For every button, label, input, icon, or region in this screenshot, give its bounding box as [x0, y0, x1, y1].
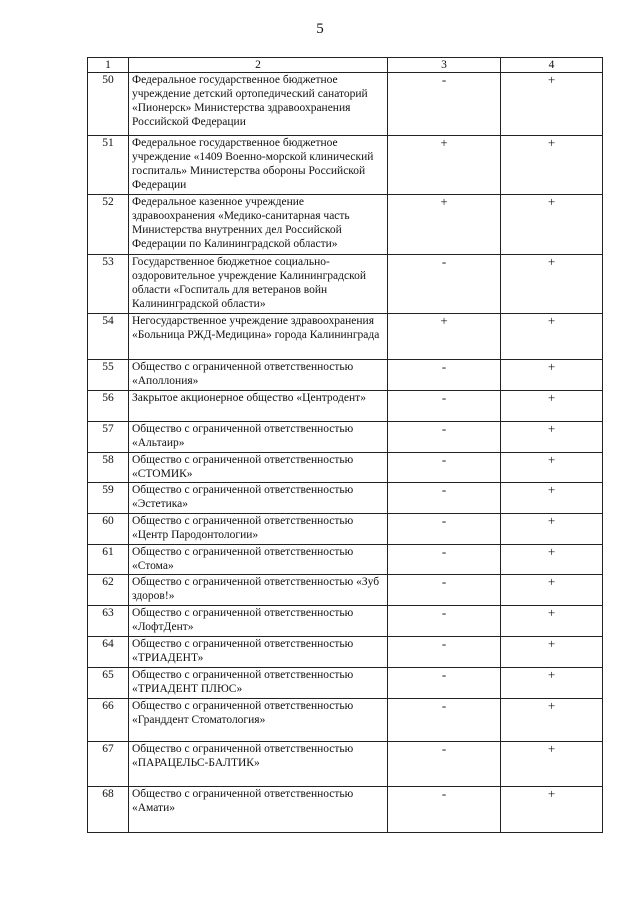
table-row	[88, 545, 603, 575]
table-row	[88, 422, 603, 453]
column-4-mark: +	[501, 514, 603, 545]
row-number: 66	[88, 699, 129, 742]
column-3-mark: -	[388, 699, 501, 742]
table-row	[88, 136, 603, 195]
organization-name: Федеральное государственное бюджетное учреждение детский ортопедический санаторий «Пионерск» Министерства здравоохранения Российской Федерации	[129, 73, 388, 136]
column-header-1: 1	[88, 58, 129, 73]
organization-name: Общество с ограниченной ответственностью «Эстетика»	[129, 483, 388, 514]
row-number: 53	[88, 255, 129, 314]
table-row	[88, 575, 603, 606]
table-row	[88, 73, 603, 136]
row-number: 65	[88, 668, 129, 699]
table-row	[88, 453, 603, 483]
column-3-mark: -	[388, 575, 501, 606]
table-row	[88, 255, 603, 314]
column-4-mark: +	[501, 391, 603, 422]
table-row	[88, 483, 603, 514]
column-4-mark: +	[501, 422, 603, 453]
column-3-mark: -	[388, 391, 501, 422]
table-row	[88, 314, 603, 360]
row-number: 58	[88, 453, 129, 483]
column-3-mark: -	[388, 742, 501, 787]
column-4-mark: +	[501, 637, 603, 668]
column-3-mark: -	[388, 668, 501, 699]
organization-name: Общество с ограниченной ответственностью «ЛофтДент»	[129, 606, 388, 637]
column-4-mark: +	[501, 545, 603, 575]
column-4-mark: +	[501, 742, 603, 787]
organization-name: Общество с ограниченной ответственностью «ТРИАДЕНТ ПЛЮС»	[129, 668, 388, 699]
column-4-mark: +	[501, 483, 603, 514]
organization-name: Общество с ограниченной ответственностью «Гранддент Стоматология»	[129, 699, 388, 742]
table-row	[88, 742, 603, 787]
organization-name: Общество с ограниченной ответственностью «Стома»	[129, 545, 388, 575]
column-4-mark: +	[501, 255, 603, 314]
table-header-row	[88, 58, 603, 73]
page-number: 5	[316, 21, 324, 37]
column-4-mark: +	[501, 360, 603, 391]
column-3-mark: +	[388, 314, 501, 360]
column-4-mark: +	[501, 787, 603, 833]
column-4-mark: +	[501, 699, 603, 742]
column-4-mark: +	[501, 314, 603, 360]
organization-name: Общество с ограниченной ответственностью «ТРИАДЕНТ»	[129, 637, 388, 668]
row-number: 68	[88, 787, 129, 833]
row-number: 54	[88, 314, 129, 360]
table-row	[88, 360, 603, 391]
row-number: 57	[88, 422, 129, 453]
row-number: 50	[88, 73, 129, 136]
table-row	[88, 606, 603, 637]
row-number: 60	[88, 514, 129, 545]
row-number: 59	[88, 483, 129, 514]
column-3-mark: -	[388, 787, 501, 833]
row-number: 62	[88, 575, 129, 606]
organization-name: Общество с ограниченной ответственностью «СТОМИК»	[129, 453, 388, 483]
organization-name: Негосударственное учреждение здравоохранения «Больница РЖД-Медицина» города Калининграда	[129, 314, 388, 360]
table-row	[88, 787, 603, 833]
table-body	[88, 73, 603, 833]
column-4-mark: +	[501, 453, 603, 483]
organization-name: Общество с ограниченной ответственностью «Центр Пародонтологии»	[129, 514, 388, 545]
organization-name: Государственное бюджетное социально-оздоровительное учреждение Калининградской области «Госпиталь для ветеранов войн Калининградской области»	[129, 255, 388, 314]
table-row	[88, 668, 603, 699]
column-3-mark: -	[388, 453, 501, 483]
organization-name: Федеральное государственное бюджетное учреждение «1409 Военно-морской клинический госпиталь» Министерства обороны Российской Федерации	[129, 136, 388, 195]
column-3-mark: -	[388, 483, 501, 514]
table-row	[88, 195, 603, 255]
row-number: 52	[88, 195, 129, 255]
organization-name: Общество с ограниченной ответственностью «ПАРАЦЕЛЬС-БАЛТИК»	[129, 742, 388, 787]
column-3-mark: -	[388, 73, 501, 136]
table-row	[88, 514, 603, 545]
row-number: 56	[88, 391, 129, 422]
column-3-mark: +	[388, 136, 501, 195]
column-3-mark: -	[388, 606, 501, 637]
column-4-mark: +	[501, 668, 603, 699]
column-3-mark: -	[388, 255, 501, 314]
organization-name: Закрытое акционерное общество «Центродент»	[129, 391, 388, 422]
table-row	[88, 391, 603, 422]
row-number: 61	[88, 545, 129, 575]
row-number: 55	[88, 360, 129, 391]
row-number: 51	[88, 136, 129, 195]
organization-name: Общество с ограниченной ответственностью «Зуб здоров!»	[129, 575, 388, 606]
row-number: 63	[88, 606, 129, 637]
organization-name: Общество с ограниченной ответственностью «Амати»	[129, 787, 388, 833]
column-4-mark: +	[501, 73, 603, 136]
registry-table	[87, 57, 603, 833]
column-4-mark: +	[501, 575, 603, 606]
column-4-mark: +	[501, 606, 603, 637]
column-3-mark: -	[388, 637, 501, 668]
column-3-mark: -	[388, 360, 501, 391]
column-3-mark: -	[388, 514, 501, 545]
column-3-mark: +	[388, 195, 501, 255]
column-4-mark: +	[501, 136, 603, 195]
table-row	[88, 637, 603, 668]
table-row	[88, 699, 603, 742]
row-number: 67	[88, 742, 129, 787]
column-header-3: 3	[388, 58, 501, 73]
organization-name: Федеральное казенное учреждение здравоохранения «Медико-санитарная часть Министерства внутренних дел Российской Федерации по Калининградской области»	[129, 195, 388, 255]
column-4-mark: +	[501, 195, 603, 255]
organization-name: Общество с ограниченной ответственностью «Аполлония»	[129, 360, 388, 391]
column-header-2: 2	[129, 58, 388, 73]
row-number: 64	[88, 637, 129, 668]
organization-name: Общество с ограниченной ответственностью «Альтаир»	[129, 422, 388, 453]
column-3-mark: -	[388, 545, 501, 575]
column-header-4: 4	[501, 58, 603, 73]
column-3-mark: -	[388, 422, 501, 453]
